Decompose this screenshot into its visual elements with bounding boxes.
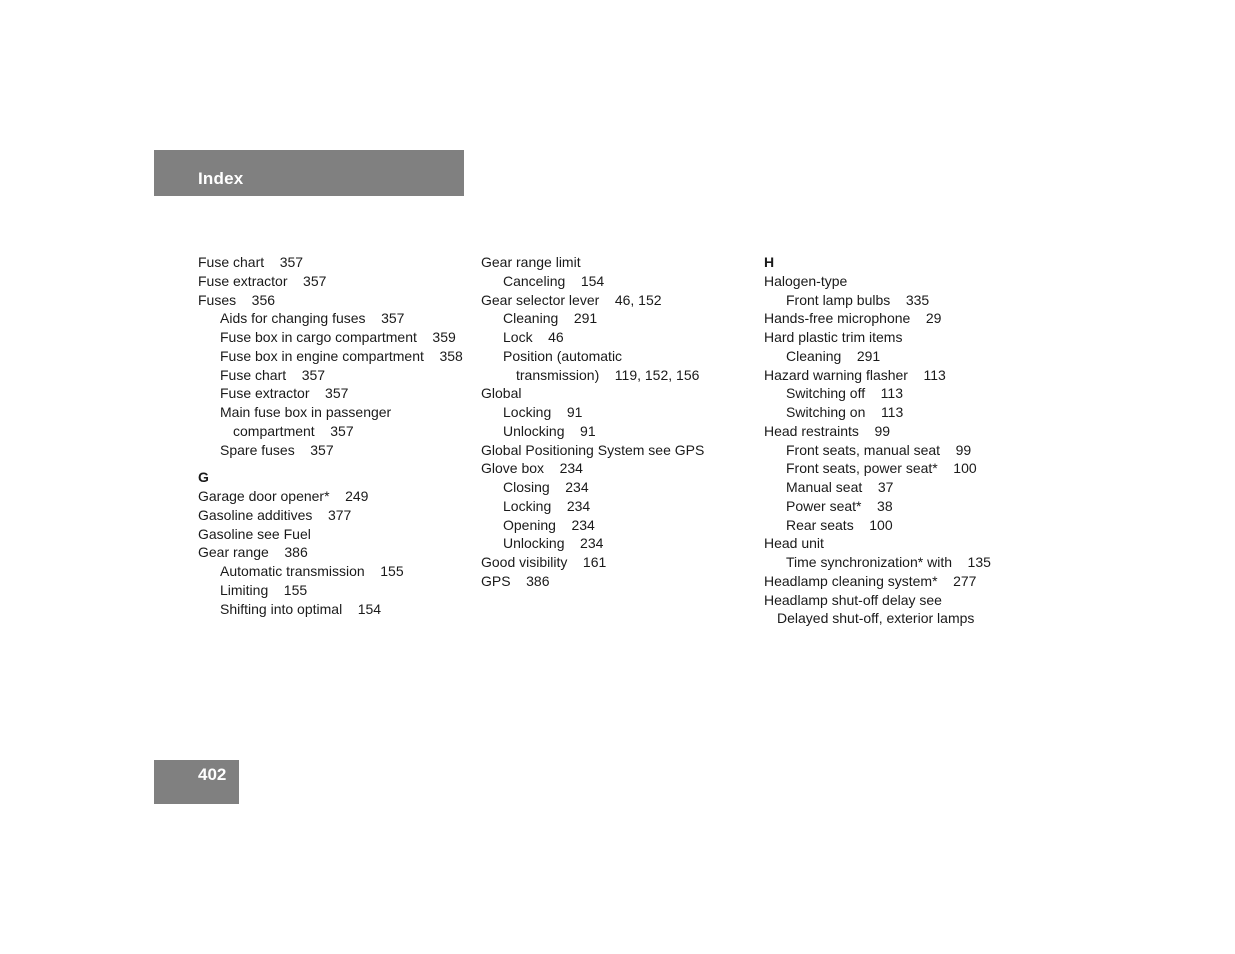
index-subentry: Cleaning 291 xyxy=(786,347,881,364)
index-subentry: Main fuse box in passenger xyxy=(220,404,392,420)
index-entry: Global Positioning System see GPS xyxy=(481,441,705,458)
index-entry: Glove box 234 xyxy=(481,460,583,477)
index-subentry: Position (automatic xyxy=(503,347,623,364)
index-subentry: compartment 357 xyxy=(233,422,354,439)
index-subentry: Fuse box in cargo compartment 359 xyxy=(220,329,456,345)
index-entry: Headlamp shut-off delay see xyxy=(764,591,942,608)
index-subentry: Switching on 113 xyxy=(786,404,904,420)
index-subentry: Canceling 154 xyxy=(503,272,605,289)
index-subentry: Automatic transmission 155 xyxy=(220,563,404,579)
index-letter-heading: G xyxy=(198,469,209,486)
index-subentry: Limiting 155 xyxy=(220,581,308,598)
index-entry: Garage door opener* 249 xyxy=(198,488,369,504)
index-subentry: Fuse extractor 357 xyxy=(220,385,349,402)
index-subentry: Time synchronization* with 135 xyxy=(786,554,991,570)
page-number: 402 xyxy=(198,765,227,784)
index-entry: Gear range 386 xyxy=(198,544,308,561)
index-entry: Good visibility 161 xyxy=(481,554,607,570)
index-subentry: Front seats, power seat* 100 xyxy=(786,460,977,477)
index-entry: Fuse chart 357 xyxy=(198,254,304,270)
index-entry: Halogen-type xyxy=(764,272,848,289)
index-entry: Fuses 356 xyxy=(198,291,276,308)
index-entry: Hard plastic trim items xyxy=(764,329,903,345)
index-subentry: Manual seat 37 xyxy=(786,479,894,495)
index-subentry: Locking 91 xyxy=(503,404,583,420)
index-entry: Gasoline see Fuel xyxy=(198,525,311,542)
index-entry: Global xyxy=(481,385,522,402)
index-entry: Hands-free microphone 29 xyxy=(764,310,942,327)
index-entry: Fuse extractor 357 xyxy=(198,272,327,289)
index-subentry: Locking 234 xyxy=(503,497,591,514)
index-entry: Head restraints 99 xyxy=(764,422,891,439)
index-entry: Gear selector lever 46, 152 xyxy=(481,291,662,308)
index-subentry: Spare fuses 357 xyxy=(220,441,334,458)
page-number-box xyxy=(154,760,239,804)
index-subentry: Lock 46 xyxy=(503,329,564,345)
index-subentry: Fuse box in engine compartment 358 xyxy=(220,347,463,364)
index-column-3 xyxy=(764,253,991,628)
index-entry: Gasoline additives 377 xyxy=(198,506,352,523)
index-subentry: Front seats, manual seat 99 xyxy=(786,441,972,458)
index-subentry: Opening 234 xyxy=(503,516,595,533)
index-entry: Headlamp cleaning system* 277 xyxy=(764,572,977,589)
index-entry: Gear range limit xyxy=(481,254,581,270)
index-subentry: Switching off 113 xyxy=(786,385,903,402)
index-subentry: Cleaning 291 xyxy=(503,310,598,327)
section-header-bar xyxy=(154,150,464,196)
section-title: Index xyxy=(198,169,244,188)
index-subentry: Power seat* 38 xyxy=(786,497,893,514)
index-subentry: Aids for changing fuses 357 xyxy=(220,310,405,327)
index-letter-heading: H xyxy=(764,254,775,270)
index-entry: GPS 386 xyxy=(481,572,550,589)
index-column-2 xyxy=(481,253,704,591)
index-subentry: Unlocking 91 xyxy=(503,422,596,439)
index-subentry: Closing 234 xyxy=(503,479,589,495)
index-entry: Head unit xyxy=(764,535,824,552)
index-subentry: Fuse chart 357 xyxy=(220,366,326,383)
index-subentry: Front lamp bulbs 335 xyxy=(786,291,930,308)
index-subentry: Unlocking 234 xyxy=(503,535,604,552)
index-entry: Hazard warning flasher 113 xyxy=(764,366,946,383)
index-subentry: Shifting into optimal 154 xyxy=(220,600,382,617)
index-subentry: Delayed shut-off, exterior lamps xyxy=(777,610,975,627)
index-subentry: transmission) 119, 152, 156 xyxy=(516,366,700,383)
index-subentry: Rear seats 100 xyxy=(786,516,893,533)
index-column-1 xyxy=(198,253,463,618)
